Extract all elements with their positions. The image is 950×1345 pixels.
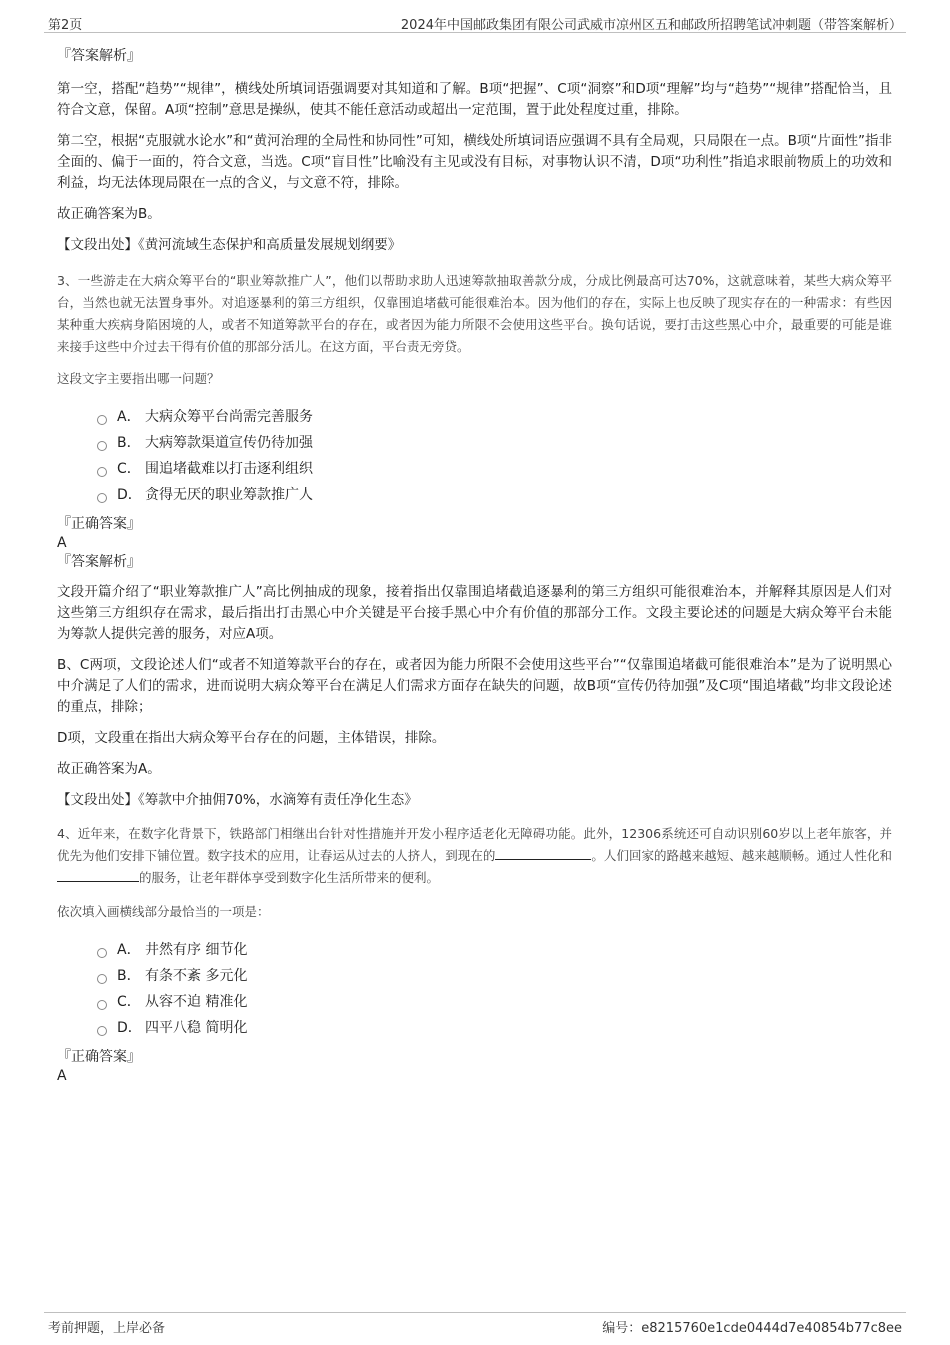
document-id: 编号：e8215760e1cde0444d7e40854b77c8ee: [602, 1321, 902, 1336]
radio-icon[interactable]: [97, 493, 107, 503]
question-stem: 4、近年来，在数字化背景下，铁路部门相继出台针对性措施并开发小程序适老化无障碍功能。此外，12306系统还可自动识别60岁以上老年旅客，并优先为他们安排下铺位置。数字技术的应用，让春运从过去的人挤人，到现在的 。人们回家的路越来越短、越来越顺畅。通过人性化和的服务，让老年群体享受到数字化生活所带来的便利。: [57, 826, 892, 885]
question-prompt: 依次填入画横线部分最恰当的一项是：: [57, 904, 270, 919]
fill-blank-2: [57, 867, 139, 882]
analysis-label: 『答案解析』: [57, 48, 141, 64]
option-a[interactable]: A． 大病众筹平台尚需完善服务: [97, 404, 892, 430]
options-list: [57, 937, 892, 1041]
option-c[interactable]: C． 从容不迫 精准化: [97, 989, 892, 1015]
page-footer: [44, 1312, 906, 1337]
conclusion: 故正确答案为A。: [57, 761, 161, 777]
analysis-paragraph: 第一空，搭配“趋势”“规律”，横线处所填词语强调要对其知道和了解。B项“把握”、C项“洞察”和D项“理解”均与“趋势”“规律”搭配恰当，且符合文意，保留。A项“控制”意思是操纵，使其不能任意活动或超出一定范围，置于此处程度过重，排除。: [57, 81, 892, 118]
analysis-paragraph: 文段开篇介绍了“职业筹款推广人”高比例抽成的现象，接着指出仅靠围追堵截追逐暴利的第三方组织可能很难治本，并解释其原因是人们对这些第三方组织存在需求，最后指出打击黑心中介关键是平台接手黑心中介有价值的那部分工作。文段主要论述的问题是大病众筹平台未能为筹款人提供完善的服务，对应A项。: [57, 584, 892, 642]
source-citation: 【文段出处】《筹款中介抽佣70%，水滴筹有责任净化生态》: [57, 792, 418, 808]
question-prompt: 这段文字主要指出哪一问题？: [57, 371, 220, 386]
analysis-paragraph: 第二空，根据“克服就水论水”和“黄河治理的全局性和协同性”可知，横线处所填词语应强调不具有全局观，只局限在一点。B项“片面性”指非全面的、偏于一面的，符合文意，当选。C项“盲目性”比喻没有主见或没有目标，对事物认识不清，D项“功利性”指追求眼前物质上的功效和利益，均无法体现局限在一点的含义，与文意不符，排除。: [57, 133, 892, 191]
page-number: 第2页: [48, 18, 83, 33]
correct-answer-label: 『正确答案』: [57, 516, 141, 532]
option-b[interactable]: B． 有条不紊 多元化: [97, 963, 892, 989]
fill-blank-1: [495, 845, 591, 860]
correct-answer: A: [57, 535, 67, 551]
option-a[interactable]: A． 井然有序 细节化: [97, 937, 892, 963]
radio-icon[interactable]: [97, 441, 107, 451]
question-stem: 3、一些游走在大病众筹平台的“职业筹款推广人”，他们以帮助求助人迅速筹款抽取善款分成，分成比例最高可达70%，这就意味着，某些大病众筹平台，当然也就无法置身事外。对追逐暴利的第三方组织，仅靠围追堵截可能很难治本。因为他们的存在，实际上也反映了现实存在的一种需求：有些因某种重大疾病身陷困境的人，或者不知道筹款平台的存在，或者因为能力所限不会使用这些平台。换句话说，要打击这些黑心中介，最重要的可能是谁来接手这些中介过去干得有价值的那部分活儿。在这方面，平台责无旁贷。: [57, 273, 892, 354]
analysis-label: 『答案解析』: [57, 554, 141, 570]
radio-icon[interactable]: [97, 415, 107, 425]
page-header: [44, 10, 906, 33]
correct-answer: A: [57, 1068, 67, 1084]
radio-icon[interactable]: [97, 974, 107, 984]
radio-icon[interactable]: [97, 1026, 107, 1036]
radio-icon[interactable]: [97, 1000, 107, 1010]
source-citation: 【文段出处】《黄河流域生态保护和高质量发展规划纲要》: [57, 237, 402, 253]
radio-icon[interactable]: [97, 948, 107, 958]
analysis-paragraph: D项，文段重在指出大病众筹平台存在的问题，主体错误，排除。: [57, 730, 446, 746]
correct-answer-label: 『正确答案』: [57, 1049, 141, 1065]
options-list: [57, 404, 892, 508]
option-d[interactable]: D． 四平八稳 简明化: [97, 1015, 892, 1041]
analysis-paragraph: B、C两项，文段论述人们“或者不知道筹款平台的存在，或者因为能力所限不会使用这些平台”“仅靠围追堵截可能很难治本”是为了说明黑心中介满足了人们的需求，进而说明大病众筹平台在满足人们需求方面存在缺失的问题，故B项“宣传仍待加强”及C项“围追堵截”均非文段论述的重点，排除；: [57, 657, 892, 715]
option-b[interactable]: B． 大病筹款渠道宣传仍待加强: [97, 430, 892, 456]
document-title: 2024年中国邮政集团有限公司武威市凉州区五和邮政所招聘笔试冲刺题（带答案解析）: [400, 18, 902, 33]
footer-slogan: 考前押题，上岸必备: [48, 1321, 166, 1336]
option-d[interactable]: D． 贪得无厌的职业筹款推广人: [97, 482, 892, 508]
radio-icon[interactable]: [97, 467, 107, 477]
conclusion: 故正确答案为B。: [57, 206, 161, 222]
document-body: [57, 46, 892, 1085]
option-c[interactable]: C． 围追堵截难以打击逐利组织: [97, 456, 892, 482]
